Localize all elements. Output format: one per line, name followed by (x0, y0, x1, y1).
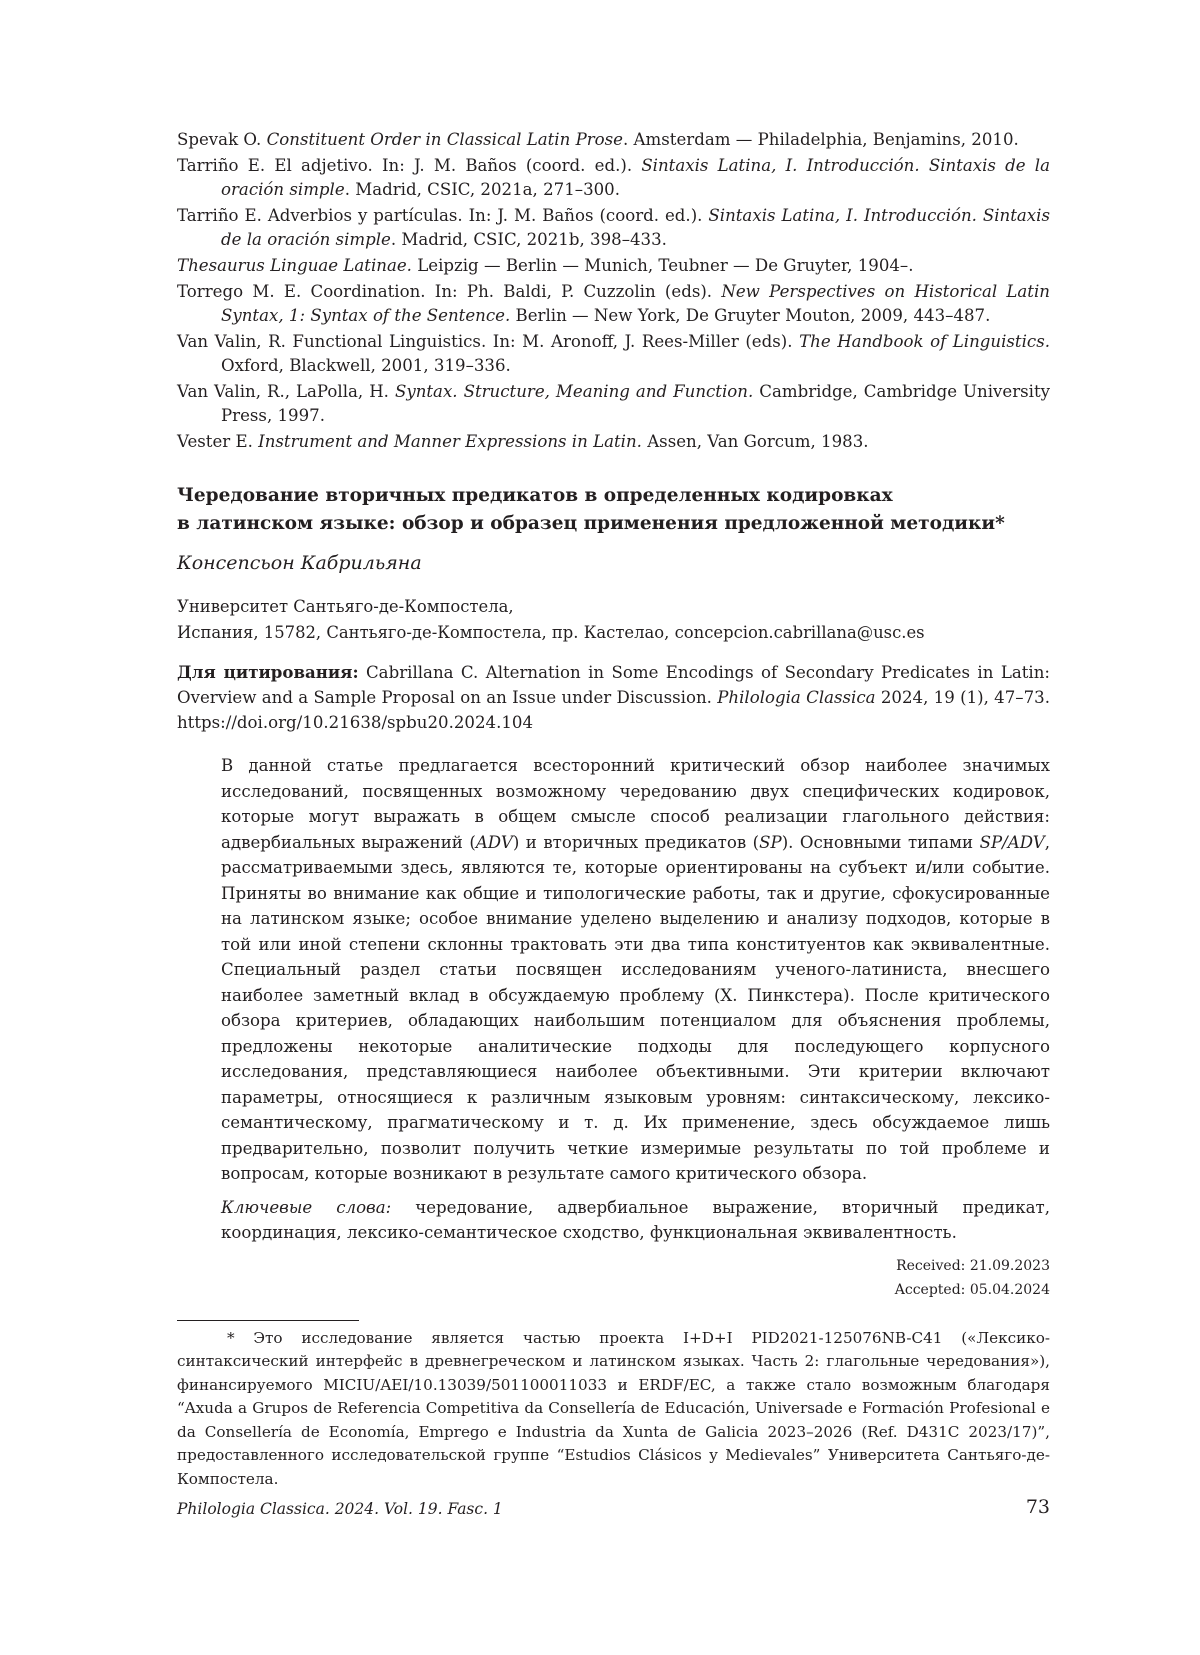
italic-text: The Handbook of Linguistics. (799, 332, 1050, 351)
text-run: Spevak O. (177, 130, 267, 149)
reference-entry (177, 280, 1050, 328)
citation-text-2: 2024, 19 (1), 47–73. https://doi.org/10.21638/spbu20.2024.104 (177, 688, 1050, 732)
citation-block (177, 660, 1050, 735)
citation-label: Для цитирования: (177, 662, 359, 682)
title-line-2: в латинском языке: обзор и образец применения предложенной методики* (177, 513, 1005, 534)
text-run: , рассматриваемыми здесь, являются те, которые ориентированы на субъект и/или событие. Приняты во внимание как общие и типологические работы, так и другие, сфокусированные на латинском языке; особое внимание уделено выделению и анализу подходов, которые в той или иной степени склонны трактовать эти два типа конституентов как эквивалентные. Специальный раздел статьи посвящен исследованиям ученого-латиниста, внесшего наиболее заметный вклад в обсуждаемую проблему (Х. Пинкстера). После критического обзора критериев, обладающих наибольшим потенциалом для объяснения проблемы, предложены некоторые аналитические подходы для последующего корпусного исследования, представляющиеся наиболее объективными. Эти критерии включают параметры, относящиеся к различным языковым уровням: синтаксическому, лексико-семантическому, прагматическому и т. д. Их применение, здесь обсуждаемое лишь предварительно, позволит получить четкие измеримые результаты по той проблеме и вопросам, которые возникают в результате самого критического обзора. (221, 832, 1050, 1183)
article-dates (177, 1254, 1050, 1302)
text-run: Leipzig — Berlin — Munich, Teubner — De Gruyter, 1904–. (411, 256, 914, 275)
footnote: * Это исследование является частью проекта I+D+I PID2021-125076NB-C41 («Лексико-синтаксический интерфейс в древнегреческом и латинском языках. Часть 2: глагольные чередования»), финансируемого MICIU/AEI/10.13039/501100011033 и ERDF/EC, а также стало возможным благодаря “Axuda a Grupos de Referencia Competitiva da Consellería de Educación, Universade e Formación Profesional e da Consellería de Economía, Emprego e Industria da Xunta de Galicia 2023–2026 (Ref. D431C 2023/17)”, предоставленного исследовательской группе “Estudios Clásicos y Medievales” Университета Сантьяго-де-Компостела. (177, 1328, 1050, 1488)
keywords-text: чередование, адвербиальное выражение, вторичный предикат, координация, лексико-семантическое сходство, функциональная эквивалентность. (221, 1197, 1050, 1242)
text-run: Berlin — New York, De Gruyter Mouton, 2009, 443–487. (510, 306, 991, 325)
italic-text: Instrument and Manner Expressions in Latin. (258, 432, 642, 451)
footnote-divider (177, 1320, 359, 1321)
italic-text: Syntax. Structure, Meaning and Function. (394, 382, 754, 401)
text-run: Tarriño E. El adjetivo. In: J. M. Baños (coord. ed.). (177, 156, 642, 175)
author-affiliation (177, 594, 1050, 646)
text-run: Tarriño E. Adverbios y partículas. In: J. M. Baños (coord. ed.). (177, 206, 709, 225)
page-number: 73 (1025, 1496, 1050, 1518)
reference-entry (177, 254, 1050, 278)
reference-entry (177, 204, 1050, 252)
accepted-date: Accepted: 05.04.2024 (894, 1281, 1050, 1298)
citation-text-1: Cabrillana C. Alternation in Some Encodings of Secondary Predicates in Latin: Overview and a Sample Proposal on an Issue under Discussion. (177, 663, 1050, 707)
citation-journal: Philologia Classica (717, 688, 876, 707)
page-content (177, 128, 1050, 1491)
text-run: Van Valin, R., LaPolla, H. (177, 382, 395, 401)
reference-entry (177, 330, 1050, 378)
italic-text: Thesaurus Linguae Latinae. (177, 256, 412, 275)
text-run: Torrego M. E. Coordination. In: Ph. Baldi, P. Cuzzolin (eds). (177, 282, 722, 301)
keywords (221, 1195, 1050, 1246)
text-run: ) и вторичных предикатов ( (512, 832, 760, 852)
title-line-1: Чередование вторичных предикатов в определенных кодировках (177, 485, 893, 506)
italic-text: SP/ADV (979, 832, 1045, 852)
reference-entry (177, 128, 1050, 152)
italic-text: New Perspectives on Historical Latin Syntax, 1: Syntax of the Sentence. (221, 282, 1050, 325)
italic-text: Constituent Order in Classical Latin Prose (266, 130, 623, 149)
text-run: Assen, Van Gorcum, 1983. (641, 432, 869, 451)
italic-text: Sintaxis Latina, I. Introducción. Sintaxis de la oración simple (221, 206, 1050, 249)
text-run: . Madrid, CSIC, 2021b, 398–433. (390, 230, 667, 249)
reference-list (177, 128, 1050, 454)
text-run: Van Valin, R. Functional Linguistics. In: M. Aronoff, J. Rees-Miller (eds). (177, 332, 800, 351)
reference-entry (177, 380, 1050, 428)
text-run: . Madrid, CSIC, 2021a, 271–300. (344, 180, 621, 199)
received-date: Received: 21.09.2023 (896, 1257, 1050, 1274)
reference-entry (177, 154, 1050, 202)
text-run: ). Основными типами (781, 832, 980, 852)
text-run: Oxford, Blackwell, 2001, 319–336. (221, 356, 511, 375)
keywords-label: Ключевые слова: (221, 1197, 392, 1217)
abstract (221, 753, 1050, 1187)
text-run: В данной статье предлагается всесторонний критический обзор наиболее значимых исследований, посвященных возможному чередованию двух специфических кодировок, которые могут выражать в общем смысле способ реализации глагольного действия: адвербиальных выражений ( (221, 756, 1050, 852)
italic-text: SP (759, 832, 782, 852)
text-run: Cambridge, Cambridge University Press, 1997. (221, 382, 1051, 425)
italic-text: Sintaxis Latina, I. Introducción. Sintaxis de la oración simple (221, 156, 1050, 199)
italic-text: ADV (475, 832, 513, 852)
page-footer (177, 1496, 1050, 1526)
reference-entry (177, 430, 1050, 454)
article-title (177, 482, 1050, 538)
article-author: Консепсьон Кабрильяна (177, 552, 422, 574)
text-run: Vester E. (177, 432, 259, 451)
text-run: . Amsterdam — Philadelphia, Benjamins, 2010. (623, 130, 1019, 149)
affiliation-line-2: Испания, 15782, Сантьяго-де-Компостела, пр. Кастелао, concepcion.cabrillana@usc.es (177, 623, 925, 642)
affiliation-line-1: Университет Сантьяго-де-Компостела, (177, 597, 514, 616)
running-journal-title: Philologia Classica. 2024. Vol. 19. Fasc. 1 (177, 1500, 503, 1518)
